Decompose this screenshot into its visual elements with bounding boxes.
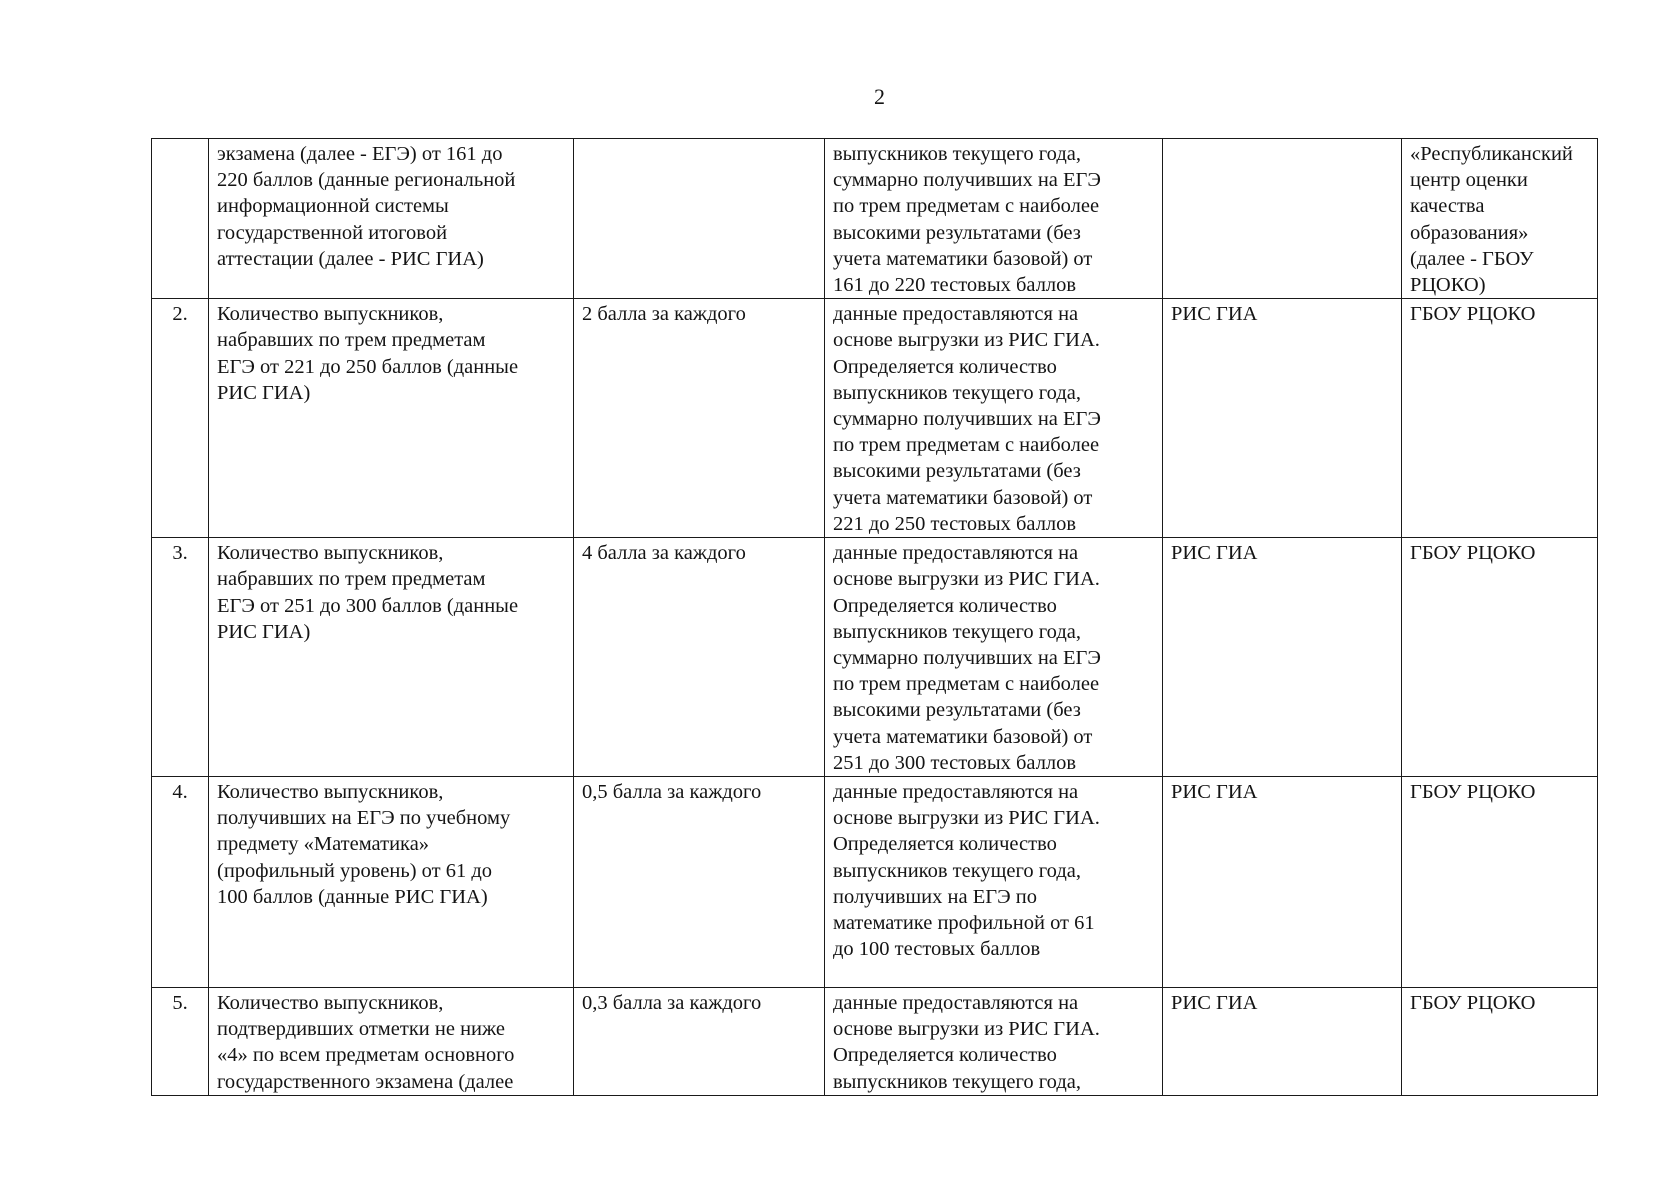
method-cell: выпускников текущего года, суммарно получивших на ЕГЭ по трем предметам с наиболее высокими результатами (без учета математики базовой) от 161 до 220 тестовых баллов [825,139,1163,299]
method-cell: данные предоставляются на основе выгрузки из РИС ГИА. Определяется количество выпускников текущего года, [825,988,1163,1096]
source-cell: РИС ГИА [1163,538,1402,777]
row-number: 3. [152,538,209,777]
responsible-cell: ГБОУ РЦОКО [1402,777,1598,988]
table-row [152,538,1598,777]
indicators-table [151,138,1598,1096]
row-number: 4. [152,777,209,988]
table-row [152,139,1598,299]
table-row [152,777,1598,988]
row-number [152,139,209,299]
source-cell [1163,139,1402,299]
responsible-cell: ГБОУ РЦОКО [1402,988,1598,1096]
responsible-cell: «Республиканский центр оценки качества образования» (далее - ГБОУ РЦОКО) [1402,139,1598,299]
responsible-cell: ГБОУ РЦОКО [1402,538,1598,777]
source-cell: РИС ГИА [1163,299,1402,538]
method-cell: данные предоставляются на основе выгрузки из РИС ГИА. Определяется количество выпускников текущего года, суммарно получивших на ЕГЭ по трем предметам с наиболее высокими результатами (без учета математики базовой) от 251 до 300 тестовых баллов [825,538,1163,777]
source-cell: РИС ГИА [1163,777,1402,988]
source-cell: РИС ГИА [1163,988,1402,1096]
points-cell: 4 балла за каждого [574,538,825,777]
responsible-cell: ГБОУ РЦОКО [1402,299,1598,538]
indicator-cell: Количество выпускников, набравших по трем предметам ЕГЭ от 221 до 250 баллов (данные РИС ГИА) [209,299,574,538]
table-row [152,299,1598,538]
row-number: 5. [152,988,209,1096]
indicator-cell: Количество выпускников, набравших по трем предметам ЕГЭ от 251 до 300 баллов (данные РИС ГИА) [209,538,574,777]
points-cell: 0,3 балла за каждого [574,988,825,1096]
table-row [152,988,1598,1096]
points-cell: 2 балла за каждого [574,299,825,538]
method-cell: данные предоставляются на основе выгрузки из РИС ГИА. Определяется количество выпускников текущего года, получивших на ЕГЭ по математике профильной от 61 до 100 тестовых баллов [825,777,1163,988]
method-cell: данные предоставляются на основе выгрузки из РИС ГИА. Определяется количество выпускников текущего года, суммарно получивших на ЕГЭ по трем предметам с наиболее высокими результатами (без учета математики базовой) от 221 до 250 тестовых баллов [825,299,1163,538]
indicator-cell: Количество выпускников, получивших на ЕГЭ по учебному предмету «Математика» (профильный уровень) от 61 до 100 баллов (данные РИС ГИА) [209,777,574,988]
page-number: 2 [874,84,885,109]
indicator-cell: Количество выпускников, подтвердивших отметки не ниже «4» по всем предметам основного государственного экзамена (далее [209,988,574,1096]
points-cell [574,139,825,299]
points-cell: 0,5 балла за каждого [574,777,825,988]
row-number: 2. [152,299,209,538]
indicator-cell: экзамена (далее - ЕГЭ) от 161 до 220 баллов (данные региональной информационной системы государственной итоговой аттестации (далее - РИС ГИА) [209,139,574,299]
